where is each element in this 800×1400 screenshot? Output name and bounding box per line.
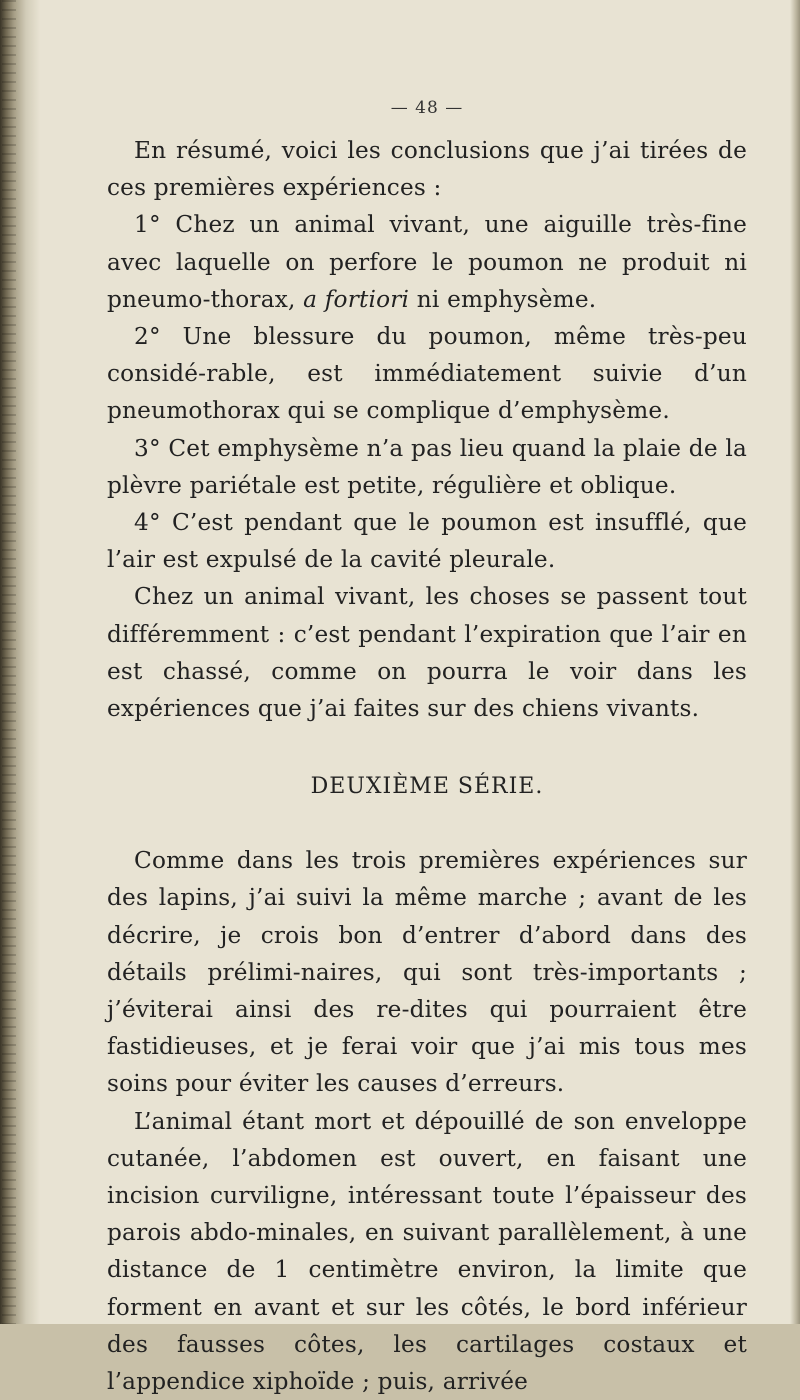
paragraph-conclusion-1	[107, 206, 747, 318]
paragraph-living-animal: Chez un animal vivant, les choses se passent tout différemment : c’est pendant l’expiration que l’air en est chassé, comme on pourra le voir dans les expériences que j’ai faites sur des chiens vivants.	[107, 583, 747, 723]
paragraph-conclusion-2: 2° Une blessure du poumon, même très-peu considé-rable, est immédiatement suivie d’un pneumothorax qui se complique d’emphysème.	[107, 323, 747, 425]
text-block	[107, 98, 747, 1400]
binding-threads	[2, 0, 16, 1324]
conclusion-1-text-b: ni emphysème.	[409, 285, 597, 313]
page-edge	[790, 0, 800, 1324]
section-heading: DEUXIÈME SÉRIE.	[310, 774, 544, 800]
paragraph-dissection: L’animal étant mort et dépouillé de son enveloppe cutanée, l’abdomen est ouvert, en faisant une incision curviligne, intéressant toute l’épaisseur des parois abdo-minales, en suivant parallèlement, à une distance de 1 centimètre environ, la limite que forment en avant et sur les côtés, le bord inférieur des fausses côtes, les cartilages costaux et l’appendice xiphoïde ; puis, arrivée	[107, 1107, 747, 1396]
paragraph-conclusion-3: 3° Cet emphysème n’a pas lieu quand la plaie de la plèvre pariétale est petite, régulière et oblique.	[107, 434, 747, 499]
paragraph-summary: En résumé, voici les conclusions que j’ai tirées de ces premières expériences :	[107, 137, 747, 202]
conclusion-1-italic: a fortiori	[303, 285, 410, 313]
conclusion-1-text-a: 1° Chez un animal vivant, une aiguille très-fine avec laquelle on perfore le poumon ne produit ni pneumo-thorax,	[107, 211, 747, 313]
paragraph-method: Comme dans les trois premières expériences sur des lapins, j’ai suivi la même marche ; avant de les décrire, je crois bon d’entrer d’abord dans des détails prélimi-naires, qui sont très-importants ; j’éviterai ainsi des re-dites qui pourraient être fastidieuses, et je ferai voir que j’ai mis tous mes soins pour éviter les causes d’erreurs.	[107, 847, 747, 1098]
paragraph-conclusion-4: 4° C’est pendant que le poumon est insufflé, que l’air est expulsé de la cavité pleurale.	[107, 509, 747, 574]
page-number: — 48 —	[390, 98, 464, 118]
